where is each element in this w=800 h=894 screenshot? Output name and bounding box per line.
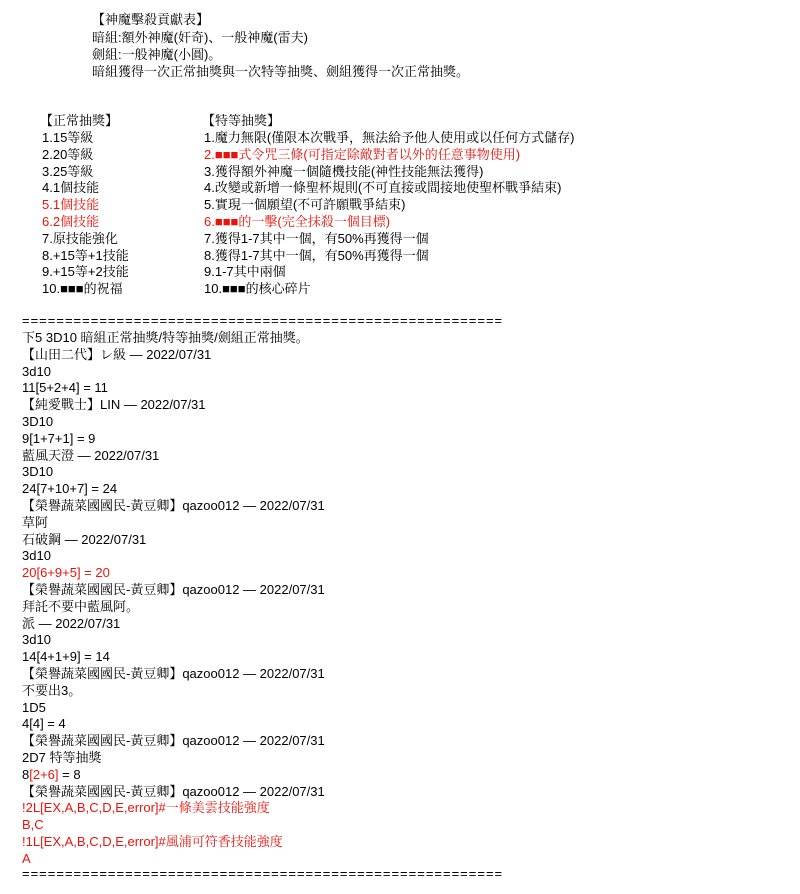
- log-line: 下5 3D10 暗組正常抽獎/特等抽獎/劍組正常抽獎。: [22, 330, 309, 345]
- log-line: 草阿: [22, 515, 49, 530]
- log-line: 3D10: [22, 464, 54, 479]
- log-line: 4[4] = 4: [22, 716, 66, 731]
- log-line: 3d10: [22, 548, 51, 563]
- special-item: 1.魔力無限(僅限本次戰爭，無法給予他人使用或以任何方式儲存): [204, 130, 575, 145]
- normal-item: 5.1個技能: [42, 197, 100, 212]
- roll-dice: [2+6]: [29, 767, 59, 782]
- log-line: 3d10: [22, 364, 51, 379]
- log-line: 石破鋼 — 2022/07/31: [22, 532, 147, 547]
- log-line: 11[5+2+4] = 11: [22, 380, 108, 395]
- log-line-mixed: [22, 767, 81, 783]
- special-item: 7.獲得1-7其中一個，有50%再獲得一個: [204, 231, 429, 246]
- log-line: 1D5: [22, 700, 46, 715]
- normal-item: 7.原技能強化: [42, 231, 118, 246]
- normal-item: 9.+15等+2技能: [42, 264, 129, 279]
- normal-item: 8.+15等+1技能: [42, 248, 129, 263]
- normal-item: 4.1個技能: [42, 180, 100, 195]
- log-line: 不要出3。: [22, 683, 82, 698]
- log-line: 【榮譽蔬菜國國民-黃豆卿】qazoo012 — 2022/07/31: [22, 582, 325, 597]
- log-line: !2L[EX,A,B,C,D,E,error]#一條美雲技能強度: [22, 800, 270, 815]
- log-line: 24[7+10+7] = 24: [22, 481, 118, 496]
- log-line: 【純愛戰士】LIN — 2022/07/31: [22, 397, 206, 412]
- log-line: 14[4+1+9] = 14: [22, 649, 110, 664]
- log-line: 拜託不要中藍風阿。: [22, 599, 140, 614]
- log-line: B,C: [22, 817, 44, 832]
- log-line: 3d10: [22, 632, 51, 647]
- roll-result: = 8: [58, 767, 81, 782]
- special-item: 8.獲得1-7其中一個，有50%再獲得一個: [204, 248, 429, 263]
- special-item: 2.■■■式令咒三條(可指定除敵對者以外的任意事物使用): [204, 147, 521, 162]
- normal-item: 10.■■■的祝福: [42, 281, 123, 296]
- normal-item: 3.25等級: [42, 164, 94, 179]
- divider-bottom: ========================================================: [22, 866, 504, 881]
- header-line-1: 暗組:額外神魔(奸奇)、一般神魔(雷夫): [92, 30, 308, 45]
- log-line: 【榮譽蔬菜國國民-黃豆卿】qazoo012 — 2022/07/31: [22, 733, 325, 748]
- roll-total: 8: [22, 767, 30, 782]
- header-line-3: 暗組獲得一次正常抽獎與一次特等抽獎、劍組獲得一次正常抽獎。: [92, 64, 470, 79]
- special-heading: 【特等抽獎】: [202, 113, 281, 128]
- log-line: 【榮譽蔬菜國國民-黃豆卿】qazoo012 — 2022/07/31: [22, 498, 325, 513]
- log-line: 【榮譽蔬菜國國民-黃豆卿】qazoo012 — 2022/07/31: [22, 666, 325, 681]
- special-item: 3.獲得額外神魔一個隨機技能(神性技能無法獲得): [204, 164, 484, 179]
- log-line: 【山田二代】レ級 — 2022/07/31: [22, 347, 212, 362]
- log-line: 9[1+7+1] = 9: [22, 431, 96, 446]
- log-line: 派 — 2022/07/31: [22, 616, 121, 631]
- special-item: 6.■■■的一擊(完全抹殺一個目標): [204, 214, 391, 229]
- normal-item: 2.20等級: [42, 147, 94, 162]
- log-line: 2D7 特等抽獎: [22, 750, 102, 765]
- header-line-2: 劍組:一般神魔(小圓)。: [92, 47, 222, 62]
- special-item: 9.1-7其中兩個: [204, 264, 286, 279]
- log-line: 【榮譽蔬菜國國民-黃豆卿】qazoo012 — 2022/07/31: [22, 784, 325, 799]
- special-item: 5.實現一個願望(不可許願戰爭結束): [204, 197, 406, 212]
- divider-top: ========================================================: [22, 313, 504, 328]
- normal-item: 1.15等級: [42, 130, 94, 145]
- log-line: A: [22, 851, 31, 866]
- log-line: !1L[EX,A,B,C,D,E,error]#風浦可符香技能強度: [22, 834, 283, 849]
- log-line: 20[6+9+5] = 20: [22, 565, 110, 580]
- log-line: 3D10: [22, 414, 54, 429]
- special-item: 4.改變或新增一條聖杯規則(不可直接或間接地使聖杯戰爭結束): [204, 180, 562, 195]
- normal-item: 6.2個技能: [42, 214, 100, 229]
- log-line: 藍風天澄 — 2022/07/31: [22, 448, 160, 463]
- normal-heading: 【正常抽獎】: [40, 113, 119, 128]
- special-item: 10.■■■的核心碎片: [204, 281, 311, 296]
- header-title: 【神魔擊殺貢獻表】: [92, 12, 210, 27]
